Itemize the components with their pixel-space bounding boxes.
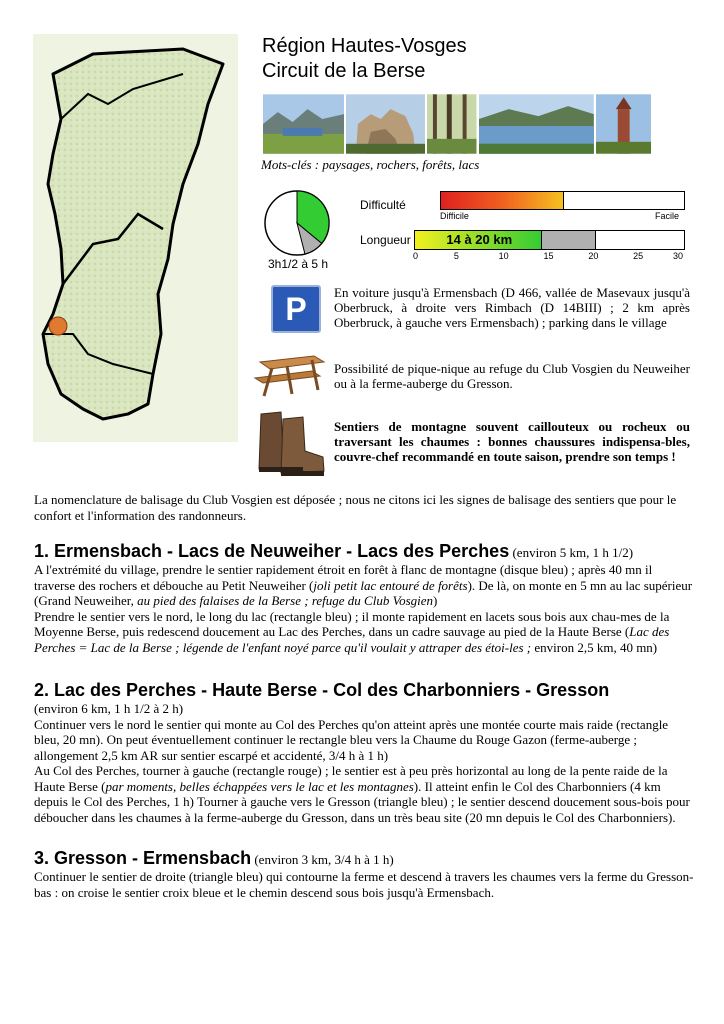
parking-info: En voiture jusqu'à Ermensbach (D 466, vallée de Masevaux jusqu'à Oberbruck, à droite vers Rimbach (D 14BIII) ; 2 km après Oberbruck, à gauche vers Ermensbach) ; parking dans le village: [334, 285, 690, 330]
section-3-paragraph-1: Continuer le sentier de droite (triangle bleu) qui contourne la ferme et descend à travers les chaumes vers la ferme du Gresson-bas : on croise le sentier croix bleue et le chemin descend sous bois jusqu'à Ermensbach.: [34, 869, 694, 900]
section-2-title: 2. Lac des Perches - Haute Berse - Col des Charbonniers - Gresson: [34, 680, 610, 700]
page-title: [262, 34, 467, 84]
section-2: [34, 679, 694, 825]
difficulty-hard-label: Difficile: [440, 211, 469, 221]
picnic-info: Possibilité de pique-nique au refuge du Club Vosgien du Neuweiher ou à la ferme-auberge du Gresson.: [334, 361, 690, 391]
length-tick-20: 20: [588, 251, 599, 261]
section-1-distance: (environ 5 km, 1 h 1/2): [512, 545, 634, 560]
section-1: [34, 540, 694, 655]
rocks-photo: [346, 94, 425, 154]
section-3-distance: (environ 3 km, 3/4 h à 1 h): [254, 852, 394, 867]
tower-photo: [596, 94, 651, 154]
length-tick-5: 5: [453, 251, 459, 261]
location-marker: [49, 317, 67, 335]
parking-icon: [271, 285, 321, 333]
length-axis: [414, 251, 683, 263]
title-region: Région Hautes-Vosges: [262, 35, 467, 57]
length-tick-25: 25: [633, 251, 644, 261]
section-2-paragraph-2: Au Col des Perches, tourner à gauche (rectangle rouge) ; le sentier est à peu près horizontal au long de la pente raide de la Haute Berse (par moments, belles échappées vers le lac et les montagnes). Il atteint enfin le Col des Charbonniers (4 km depuis le Col des Perches, 1 h) Tourner à gauche vers le Gresson (triangle bleu) ; le sentier descend doucement sous-bois pour déboucher dans les chaumes à la ferme-auberge du Gresson, dans un très beau site (20 mn depuis le Col des Charbonniers).: [34, 763, 690, 825]
waymark-note: La nomenclature de balisage du Club Vosgien est déposée ; nous ne citons ici les signes de balisage des sentiers que pour le confort et l'information des randonneurs.: [34, 492, 677, 523]
duration-pie: [262, 188, 332, 258]
picnic-table-icon: [252, 352, 327, 398]
length-tick-0: 0: [413, 251, 419, 261]
boots-icon: [251, 409, 326, 479]
section-2-paragraph-1: Continuer vers le nord le sentier qui monte au Col des Perches qu'on atteint après une montée courte mais raide (rectangle bleu, 20 mn). On peut éventuellement continuer le rectangle bleu vers la Chaume du Rouge Gazon (ferme-auberge ; allongement 2,5 km AR sur sentier escarpé et accidenté, 3/4 h à 1 h): [34, 716, 669, 763]
forest-photo: [427, 94, 476, 154]
section-1-paragraph-2: Prendre le sentier vers le nord, le long du lac (rectangle bleu) ; il monte rapidement en lacets sous bois aux chau-mes de la Moyenne Berse, puis redescend doucement au Lac des Perches, dans un cadre sauvage au pied de la Haute Berse (Lac des Perches = Lac de la Berse ; légende de l'enfant noyé parce qu'il voulait y attraper des étoi-les ; environ 2,5 km, 40 mn): [34, 608, 670, 655]
difficulty-easy-label: Facile: [655, 211, 680, 221]
length-label: Longueur: [360, 233, 411, 247]
mountain-lake-photo: [263, 94, 344, 154]
boots-info: Sentiers de montagne souvent caillouteux ou rocheux ou traversant les chaumes : bonnes chaussures indispensa-bles, couvre-chef recommandé en toute saison, prendre son temps !: [334, 419, 690, 464]
section-2-distance: (environ 6 km, 1 h 1/2 à 2 h): [34, 701, 184, 716]
section-1-title: 1. Ermensbach - Lacs de Neuweiher - Lacs des Perches: [34, 541, 510, 561]
length-text: 14 à 20 km: [446, 232, 513, 247]
section-3-heading: [34, 847, 694, 869]
section-1-paragraph-1: A l'extrémité du village, prendre le sentier rapidement étroit en forêt à flanc de montagne (disque bleu) ; après 40 mn il traverse des rochers et débouche au Petit Neuweiher (joli petit lac entouré de forêts). De là, on monte en 5 mn au lac supérieur (Grand Neuweiher, au pied des falaises de la Berse ; refuge du Club Vosgien): [34, 562, 693, 608]
lake-photo: [479, 94, 594, 154]
difficulty-bar: [440, 191, 685, 210]
title-circuit: Circuit de la Berse: [262, 60, 426, 82]
keywords: Mots-clés : paysages, rochers, forêts, lacs: [261, 157, 480, 172]
section-3-title: 3. Gresson - Ermensbach: [34, 848, 252, 868]
region-map: [33, 34, 238, 442]
section-1-heading: [34, 540, 694, 562]
length-bar: [414, 230, 685, 250]
length-tick-10: 10: [498, 251, 509, 261]
section-3: [34, 847, 694, 900]
difficulty-fill: [441, 192, 564, 209]
photo-strip: [263, 94, 651, 154]
length-tick-30: 30: [673, 251, 684, 261]
duration-text: 3h1/2 à 5 h: [268, 257, 329, 271]
difficulty-label: Difficulté: [360, 198, 406, 212]
parking-icon-letter: P: [285, 290, 307, 327]
length-tick-15: 15: [543, 251, 554, 261]
length-range: [541, 231, 597, 249]
